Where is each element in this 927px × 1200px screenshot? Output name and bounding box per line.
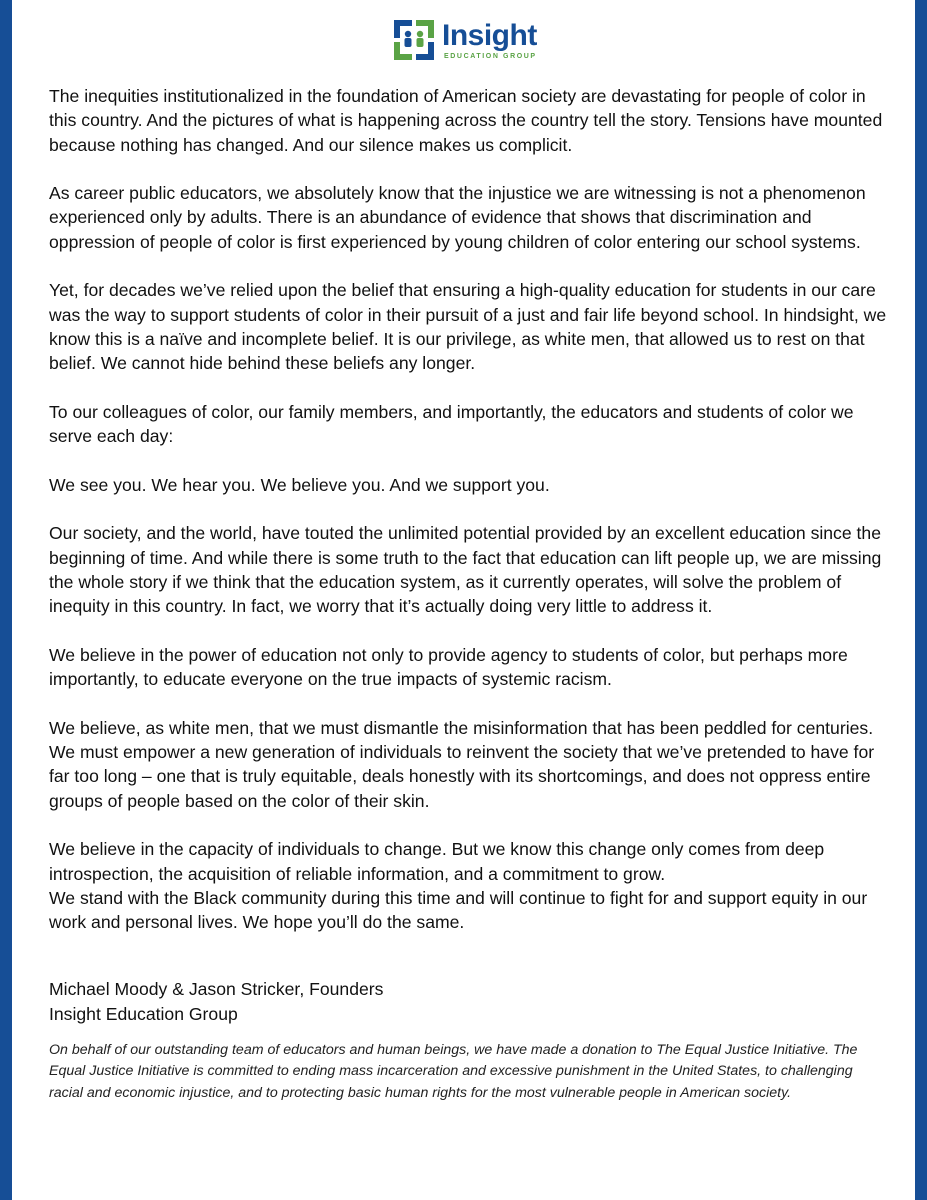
paragraph: We see you. We hear you. We believe you. And we support you. xyxy=(49,474,550,495)
left-border-bar xyxy=(0,0,12,1200)
signature-block xyxy=(49,977,889,1026)
donation-footnote: On behalf of our outstanding team of educators and human beings, we have made a donation to The Equal Justice Initiative. The Equal Justice Initiative is committed to ending mass incarceration and excessive punishment in the United States, to challenging racial and economic injustice, and to protecting basic human rights for the most vulnerable people in American society. xyxy=(49,1041,858,1101)
right-border-bar xyxy=(915,0,927,1200)
insight-logo-icon xyxy=(392,18,436,62)
insight-logo xyxy=(392,16,537,64)
logo-subtitle: EDUCATION GROUP xyxy=(444,52,537,60)
paragraph: We believe, as white men, that we must dismantle the misinformation that has been peddled for centuries. We must empower a new generation of individuals to reinvent the society that we’ve pretended to have for far too long – one that is truly equitable, deals honestly with its shortcomings, and does not oppress entire groups of people based on the color of their skin. xyxy=(49,717,875,811)
signature-organization: Insight Education Group xyxy=(49,1003,238,1024)
paragraph: As career public educators, we absolutely know that the injustice we are witnessing is not a phenomenon experienced only by adults. There is an abundance of evidence that shows that discrimination and oppression of people of color is first experienced by young children of color entering our school systems. xyxy=(49,183,866,252)
paragraph: Our society, and the world, have touted the unlimited potential provided by an excellent education since the beginning of time. And while there is some truth to the fact that education can lift people up, we are missing the whole story if we think that the education system, as it currently operates, will solve the problem of inequity in this country. In fact, we worry that it’s actually doing very little to address it. xyxy=(49,523,882,617)
paragraph: Yet, for decades we’ve relied upon the belief that ensuring a high-quality education for students in our care was the way to support students of color in their pursuit of a just and fair life beyond school. In hindsight, we know this is a naïve and incomplete belief. It is our privilege, as white men, that allowed us to rest on that belief. We cannot hide behind these beliefs any longer. xyxy=(49,280,887,374)
paragraph: We believe in the power of education not only to provide agency to students of color, but perhaps more importantly, to educate everyone on the true impacts of systemic racism. xyxy=(49,644,848,690)
paragraph: To our colleagues of color, our family members, and importantly, the educators and students of color we serve each day: xyxy=(49,401,854,447)
paragraph: The inequities institutionalized in the foundation of American society are devastating for people of color in this country. And the pictures of what is happening across the country tell the story. Tensions have mounted because nothing has changed. And our silence makes us complicit. xyxy=(49,86,883,155)
signature-names: Michael Moody & Jason Stricker, Founders xyxy=(49,979,384,1000)
paragraph: We believe in the capacity of individuals to change. But we know this change only comes from deep introspection, the acquisition of reliable information, and a commitment to grow. xyxy=(49,839,825,884)
paragraph: We stand with the Black community during this time and will continue to fight for and support equity in our work and personal lives. We hope you’ll do the same. xyxy=(49,887,868,933)
logo-text xyxy=(442,18,537,60)
letter-body xyxy=(49,84,889,1104)
logo-wordmark: Insight xyxy=(442,18,537,52)
